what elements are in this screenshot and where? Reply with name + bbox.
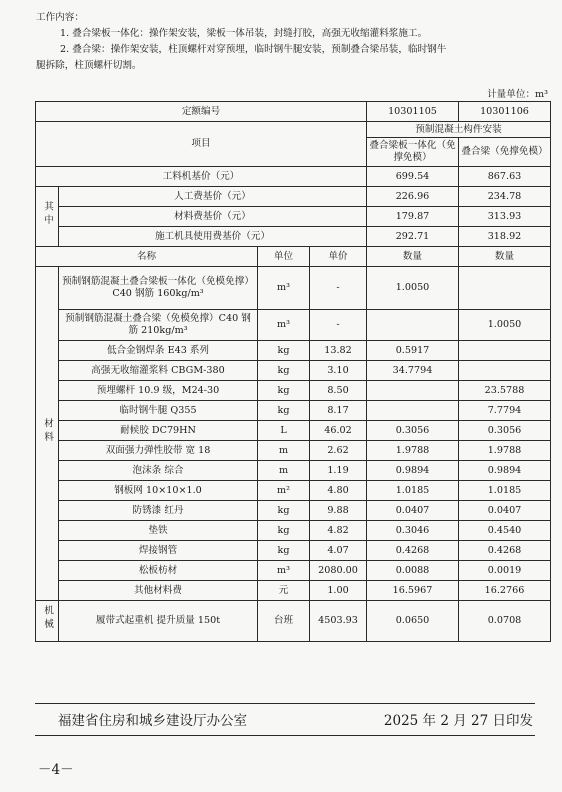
work-content-title: 工作内容： bbox=[36, 12, 84, 23]
material-qty-1 bbox=[367, 401, 459, 421]
issue-date: 2025 年 2 月 27 日印发 bbox=[383, 713, 533, 729]
material-qty-2: 0.0019 bbox=[459, 561, 551, 581]
material-qty-2: 0.3056 bbox=[459, 421, 551, 441]
col-unit: 单位 bbox=[258, 247, 310, 267]
material-row bbox=[36, 541, 551, 561]
group-label: 预制混凝土构件安装 bbox=[367, 122, 551, 138]
material-unit: m² bbox=[258, 481, 310, 501]
material-qty-2: 16.2766 bbox=[459, 581, 551, 601]
labor-label: 人工费基价（元） bbox=[59, 187, 367, 207]
material-name: 防锈漆 红丹 bbox=[59, 501, 258, 521]
materials-side-label: 材料 bbox=[36, 267, 59, 601]
material-name: 松板枋材 bbox=[59, 561, 258, 581]
material-row bbox=[36, 521, 551, 541]
work-item-2-cont: 腿拆除，柱顶螺杆切割。 bbox=[36, 60, 142, 71]
material-qty-2 bbox=[459, 361, 551, 381]
material-name: 预制钢筋混凝土叠合梁板一体化（免模免撑）C40 钢筋 160kg/m³ bbox=[59, 267, 258, 310]
material-unit: kg bbox=[258, 381, 310, 401]
material-row bbox=[36, 361, 551, 381]
material-row bbox=[36, 581, 551, 601]
footer-rule-top bbox=[35, 703, 535, 704]
material-qty-1 bbox=[367, 381, 459, 401]
machinery-qty-2: 0.0708 bbox=[459, 601, 551, 642]
material-row bbox=[36, 441, 551, 461]
code-label: 定额编号 bbox=[36, 102, 367, 122]
material-row bbox=[36, 461, 551, 481]
material-cost-label: 材料费基价（元） bbox=[59, 207, 367, 227]
material-qty-1: 0.3056 bbox=[367, 421, 459, 441]
material-qty-2: 23.5788 bbox=[459, 381, 551, 401]
material-qty-1: 0.0407 bbox=[367, 501, 459, 521]
material-cost-2: 313.93 bbox=[459, 207, 551, 227]
machinery-name: 履带式起重机 提升质量 150t bbox=[59, 601, 258, 642]
machinery-row bbox=[36, 601, 551, 642]
material-qty-1: 0.3046 bbox=[367, 521, 459, 541]
material-price: 2080.00 bbox=[310, 561, 367, 581]
material-unit: m³ bbox=[258, 561, 310, 581]
material-qty-1: 34.7794 bbox=[367, 361, 459, 381]
labor-2: 234.78 bbox=[459, 187, 551, 207]
material-row bbox=[36, 381, 551, 401]
material-qty-2: 1.0185 bbox=[459, 481, 551, 501]
material-price: 1.00 bbox=[310, 581, 367, 601]
material-price: 9.88 bbox=[310, 501, 367, 521]
material-price: 4.82 bbox=[310, 521, 367, 541]
material-qty-2: 0.4268 bbox=[459, 541, 551, 561]
material-qty-1: 16.5967 bbox=[367, 581, 459, 601]
material-unit: kg bbox=[258, 501, 310, 521]
material-qty-1: 0.4268 bbox=[367, 541, 459, 561]
material-qty-2: 1.9788 bbox=[459, 441, 551, 461]
material-name: 泡沫条 综合 bbox=[59, 461, 258, 481]
material-unit: kg bbox=[258, 401, 310, 421]
material-unit: m bbox=[258, 461, 310, 481]
material-name: 预埋螺杆 10.9 级，M24-30 bbox=[59, 381, 258, 401]
material-qty-2: 0.0407 bbox=[459, 501, 551, 521]
machine-cost-2: 318.92 bbox=[459, 227, 551, 247]
machinery-qty-1: 0.0650 bbox=[367, 601, 459, 642]
base-price-2: 867.63 bbox=[459, 167, 551, 187]
material-row bbox=[36, 421, 551, 441]
col-name: 名称 bbox=[36, 247, 258, 267]
col-qty-2: 数量 bbox=[459, 247, 551, 267]
material-qty-1 bbox=[367, 310, 459, 341]
material-price: - bbox=[310, 267, 367, 310]
material-unit: m³ bbox=[258, 310, 310, 341]
among-label: 其中 bbox=[36, 187, 59, 247]
material-name: 其他材料费 bbox=[59, 581, 258, 601]
material-row bbox=[36, 481, 551, 501]
material-qty-1: 0.0088 bbox=[367, 561, 459, 581]
quota-table bbox=[35, 101, 551, 642]
material-unit: kg bbox=[258, 521, 310, 541]
material-row bbox=[36, 401, 551, 421]
issuing-office: 福建省住房和城乡建设厅办公室 bbox=[58, 713, 247, 729]
code-row bbox=[36, 102, 551, 122]
machinery-unit: 台班 bbox=[258, 601, 310, 642]
machine-cost-label: 施工机具使用费基价（元） bbox=[59, 227, 367, 247]
labor-1: 226.96 bbox=[367, 187, 459, 207]
code-1: 10301105 bbox=[367, 102, 459, 122]
material-unit: kg bbox=[258, 361, 310, 381]
material-name: 双面强力弹性胶带 宽 18 bbox=[59, 441, 258, 461]
material-price: 4.07 bbox=[310, 541, 367, 561]
material-name: 垫铁 bbox=[59, 521, 258, 541]
material-unit: L bbox=[258, 421, 310, 441]
material-row bbox=[36, 310, 551, 341]
material-cost-1: 179.87 bbox=[367, 207, 459, 227]
material-row bbox=[36, 267, 551, 310]
material-qty-1: 1.9788 bbox=[367, 441, 459, 461]
project-label: 项目 bbox=[36, 122, 367, 167]
material-name: 低合金钢焊条 E43 系列 bbox=[59, 341, 258, 361]
material-name: 高强无收缩灌浆料 CBGM-380 bbox=[59, 361, 258, 381]
material-unit: m bbox=[258, 441, 310, 461]
unit-label: 计量单位：m³ bbox=[487, 89, 548, 100]
material-qty-2 bbox=[459, 341, 551, 361]
material-qty-2: 1.0050 bbox=[459, 310, 551, 341]
material-qty-2: 7.7794 bbox=[459, 401, 551, 421]
material-name: 耐候胶 DC79HN bbox=[59, 421, 258, 441]
work-content bbox=[36, 10, 536, 74]
material-row bbox=[36, 341, 551, 361]
material-price: 13.82 bbox=[310, 341, 367, 361]
machinery-side-label: 机械 bbox=[36, 601, 59, 642]
group-row bbox=[36, 122, 551, 138]
material-price: - bbox=[310, 310, 367, 341]
machine-cost-1: 292.71 bbox=[367, 227, 459, 247]
material-unit: kg bbox=[258, 341, 310, 361]
material-unit: 元 bbox=[258, 581, 310, 601]
variant-1: 叠合梁板一体化（免撑免模） bbox=[367, 138, 459, 167]
column-header-row bbox=[36, 247, 551, 267]
material-qty-1: 0.5917 bbox=[367, 341, 459, 361]
code-2: 10301106 bbox=[459, 102, 551, 122]
machine-cost-row bbox=[36, 227, 551, 247]
base-price-row bbox=[36, 167, 551, 187]
material-name: 焊接钢管 bbox=[59, 541, 258, 561]
work-item-2: 2. 叠合梁：操作架安装，柱顶螺杆对穿预埋，临时钢牛腿安装，预制叠合梁吊装，临时钢牛 bbox=[60, 44, 447, 55]
material-price: 4.80 bbox=[310, 481, 367, 501]
material-qty-2 bbox=[459, 267, 551, 310]
base-price-1: 699.54 bbox=[367, 167, 459, 187]
material-qty-2: 0.4540 bbox=[459, 521, 551, 541]
col-qty-1: 数量 bbox=[367, 247, 459, 267]
material-unit: m³ bbox=[258, 267, 310, 310]
base-price-label: 工料机基价（元） bbox=[36, 167, 367, 187]
page-number: －4－ bbox=[38, 762, 74, 778]
labor-row bbox=[36, 187, 551, 207]
material-cost-row bbox=[36, 207, 551, 227]
material-qty-1: 1.0050 bbox=[367, 267, 459, 310]
material-price: 2.62 bbox=[310, 441, 367, 461]
material-name: 预制钢筋混凝土叠合梁（免模免撑）C40 钢筋 210kg/m³ bbox=[59, 310, 258, 341]
material-qty-1: 1.0185 bbox=[367, 481, 459, 501]
material-price: 8.17 bbox=[310, 401, 367, 421]
material-price: 3.10 bbox=[310, 361, 367, 381]
material-unit: kg bbox=[258, 541, 310, 561]
work-item-1: 1. 叠合梁板一体化：操作架安装，梁板一体吊装，封缝打胶，高强无收缩灌料浆施工。 bbox=[60, 28, 428, 39]
material-row bbox=[36, 501, 551, 521]
material-qty-1: 0.9894 bbox=[367, 461, 459, 481]
material-price: 1.19 bbox=[310, 461, 367, 481]
material-price: 8.50 bbox=[310, 381, 367, 401]
material-price: 46.02 bbox=[310, 421, 367, 441]
material-name: 钢板网 10×10×1.0 bbox=[59, 481, 258, 501]
material-name: 临时钢牛腿 Q355 bbox=[59, 401, 258, 421]
col-price: 单价 bbox=[310, 247, 367, 267]
machinery-price: 4503.93 bbox=[310, 601, 367, 642]
material-row bbox=[36, 561, 551, 581]
footer-rule-bottom bbox=[35, 735, 535, 736]
material-qty-2: 0.9894 bbox=[459, 461, 551, 481]
variant-2: 叠合梁（免撑免模） bbox=[459, 138, 551, 167]
